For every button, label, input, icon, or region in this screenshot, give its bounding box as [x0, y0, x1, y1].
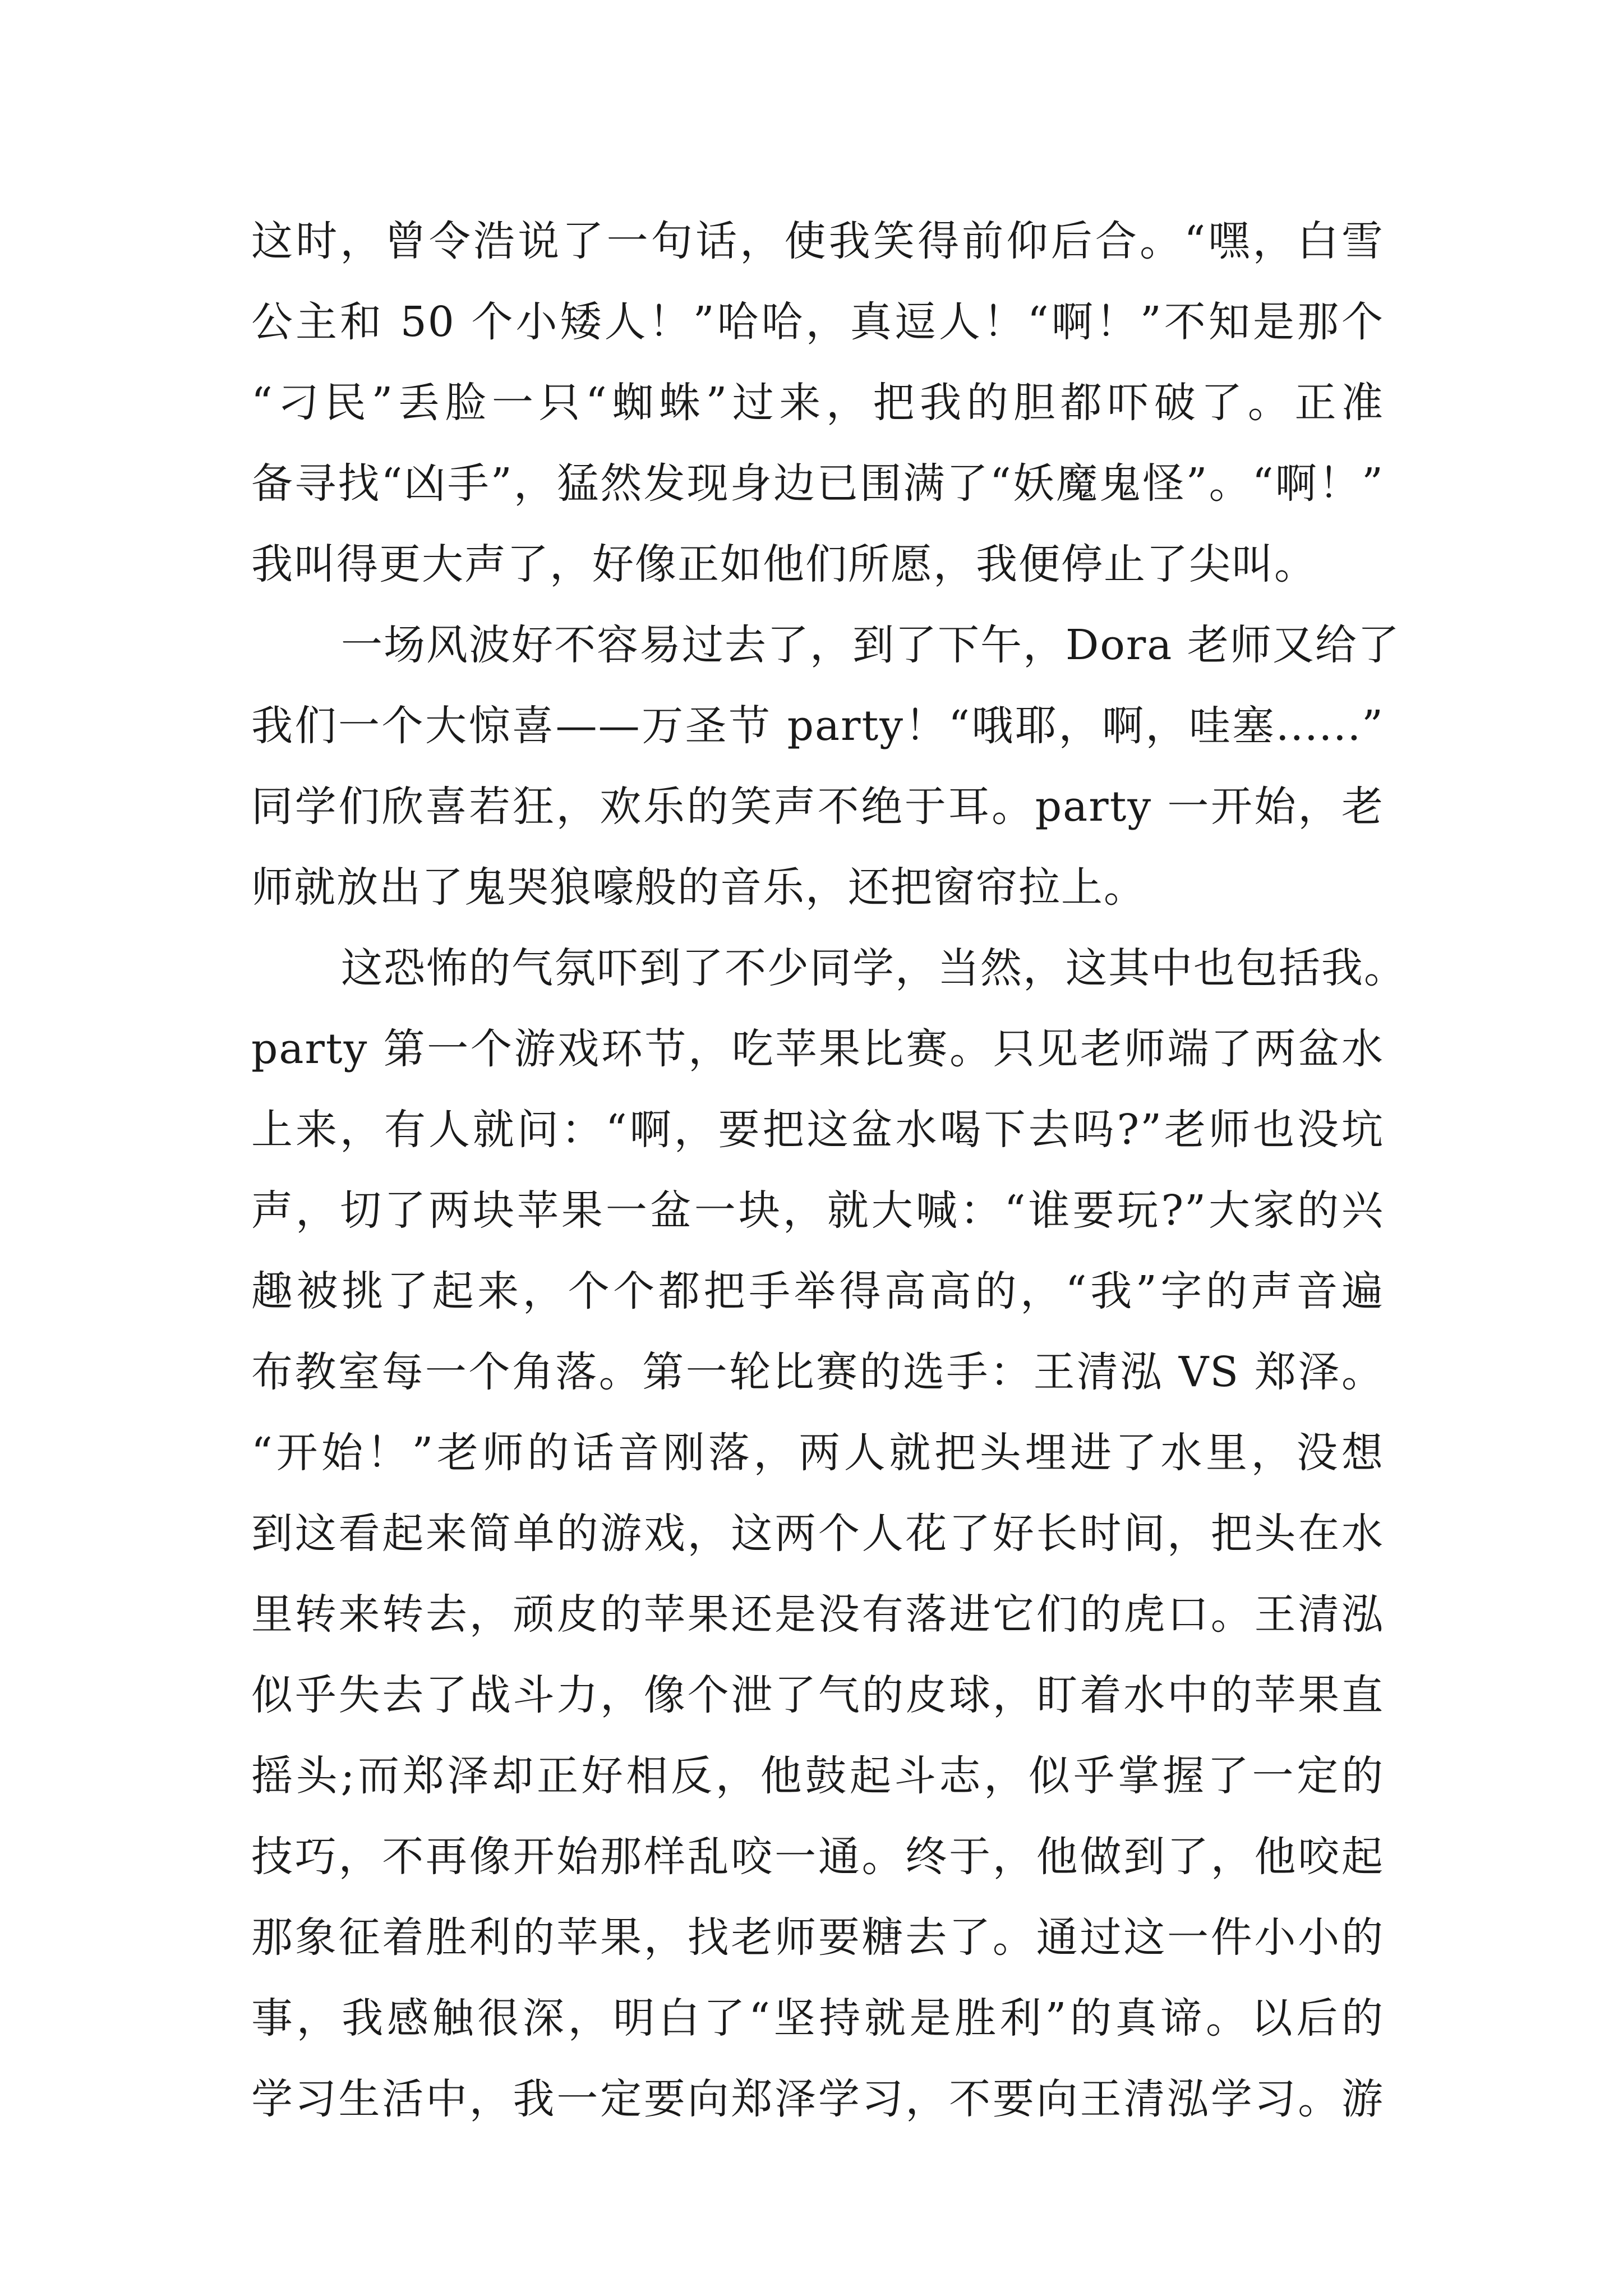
text-line: 那象征着胜利的苹果，找老师要糖去了。通过这一件小小的: [251, 1913, 1384, 1962]
text-line: 里转来转去，顽皮的苹果还是没有落进它们的虎口。王清泓: [251, 1590, 1384, 1639]
text-line: 一场风波好不容易过去了，到了下午，Dora 老师又给了: [341, 621, 1400, 669]
text-line: 我们一个大惊喜——万圣节 party！“哦耶，啊，哇塞......”: [251, 702, 1384, 750]
text-line: 到这看起来简单的游戏，这两个人花了好长时间，把头在水: [251, 1510, 1384, 1558]
text-line: 布教室每一个角落。第一轮比赛的选手：王清泓 VS 郑泽。: [251, 1348, 1384, 1396]
text-line: “开始！”老师的话音刚落，两人就把头埋进了水里，没想: [251, 1429, 1384, 1477]
text-line: 技巧，不再像开始那样乱咬一通。终于，他做到了，他咬起: [251, 1833, 1384, 1881]
text-line: 似乎失去了战斗力，像个泄了气的皮球，盯着水中的苹果直: [251, 1671, 1384, 1719]
text-line: 这恐怖的气氛吓到了不少同学，当然，这其中也包括我。: [341, 944, 1407, 992]
text-line: 声，切了两块苹果一盆一块，就大喊：“谁要玩?”大家的兴: [251, 1186, 1384, 1235]
text-line: 上来，有人就问：“啊，要把这盆水喝下去吗?”老师也没坑: [251, 1106, 1384, 1154]
text-line: 备寻找“凶手”，猛然发现身边已围满了“妖魔鬼怪”。“啊！”: [251, 459, 1384, 508]
text-line: 学习生活中，我一定要向郑泽学习，不要向王清泓学习。游: [251, 2075, 1384, 2123]
text-line: 公主和 50 个小矮人！”哈哈，真逗人！“啊！”不知是那个: [251, 298, 1384, 346]
text-line: 我叫得更大声了，好像正如他们所愿，我便停止了尖叫。: [251, 540, 1317, 588]
text-line: 摇头;而郑泽却正好相反，他鼓起斗志，似乎掌握了一定的: [251, 1752, 1384, 1800]
text-line: “刁民”丢脸一只“蜘蛛”过来，把我的胆都吓破了。正准: [251, 379, 1384, 427]
text-line: party 第一个游戏环节，吃苹果比赛。只见老师端了两盆水: [251, 1025, 1384, 1073]
text-line: 师就放出了鬼哭狼嚎般的音乐，还把窗帘拉上。: [251, 863, 1146, 912]
body-text: [251, 201, 1407, 2139]
text-line: 事，我感触很深，明白了“坚持就是胜利”的真谛。以后的: [251, 1994, 1384, 2042]
text-line: 这时，曾令浩说了一句话，使我笑得前仰后合。“嘿，白雪: [251, 217, 1384, 265]
text-line: 趣被挑了起来，个个都把手举得高高的，“我”字的声音遍: [251, 1267, 1384, 1315]
text-line: 同学们欣喜若狂，欢乐的笑声不绝于耳。party 一开始，老: [251, 783, 1384, 831]
